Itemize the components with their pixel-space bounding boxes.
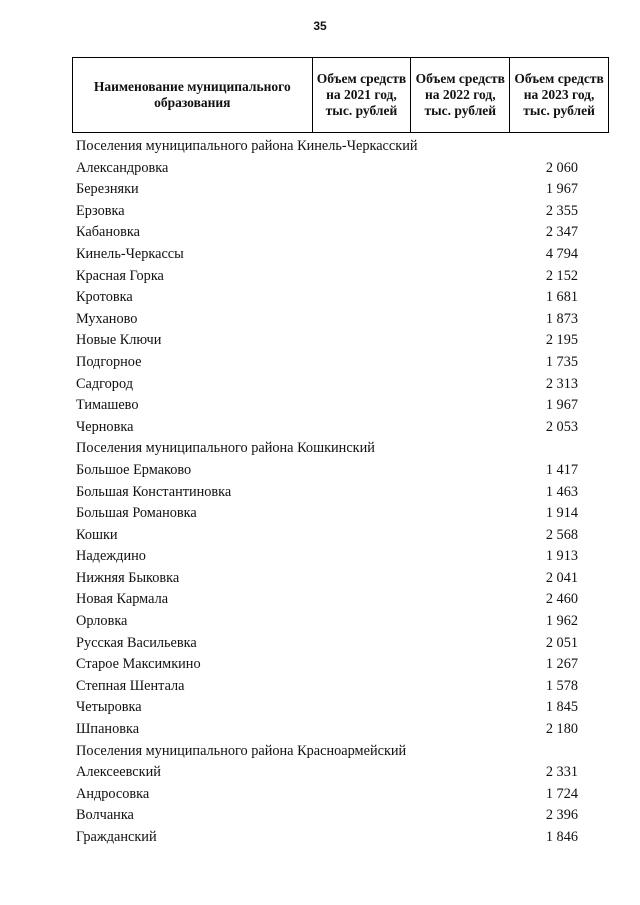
value-2023: 1 967 — [545, 397, 578, 414]
municipality-name: Орловка — [76, 613, 128, 630]
municipality-name: Четыровка — [76, 699, 142, 716]
value-2023: 1 681 — [545, 289, 578, 306]
municipality-name: Черновка — [76, 418, 134, 435]
municipality-name: Большая Романовка — [76, 505, 197, 522]
municipality-name: Новая Кармала — [76, 591, 169, 608]
table-row — [76, 266, 616, 288]
value-2023: 2 041 — [545, 569, 578, 586]
municipality-name: Новые Ключи — [76, 332, 162, 349]
table-row — [76, 568, 616, 590]
table-row — [76, 784, 616, 806]
value-2023: 1 913 — [545, 548, 578, 565]
value-2023: 1 845 — [545, 699, 578, 716]
municipality-name: Волчанка — [76, 807, 134, 824]
municipality-name: Подгорное — [76, 353, 142, 370]
value-2023: 2 180 — [545, 721, 578, 738]
section-title: Поселения муниципального района Красноармейский — [76, 742, 407, 759]
value-2023: 2 195 — [545, 332, 578, 349]
value-2023: 2 568 — [545, 526, 578, 543]
municipality-name: Красная Горка — [76, 267, 164, 284]
municipality-name: Муханово — [76, 310, 138, 327]
value-2023: 4 794 — [545, 245, 578, 262]
table-row — [76, 222, 616, 244]
header-2022-column: Объем средств на 2022 год, тыс. рублей — [411, 58, 510, 132]
value-2023: 1 417 — [545, 461, 578, 478]
table-row — [76, 762, 616, 784]
value-2023: 1 463 — [545, 483, 578, 500]
municipality-name: Садгород — [76, 375, 133, 392]
municipality-name: Степная Шентала — [76, 677, 185, 694]
value-2023: 2 331 — [545, 764, 578, 781]
municipality-name: Алексеевский — [76, 764, 161, 781]
value-2023: 2 051 — [545, 634, 578, 651]
table-row — [76, 633, 616, 655]
value-2023: 1 578 — [545, 677, 578, 694]
section-row — [76, 438, 616, 460]
table-header — [72, 57, 609, 133]
municipality-name: Надеждино — [76, 548, 146, 565]
table-row — [76, 374, 616, 396]
table-row — [76, 525, 616, 547]
table-row — [76, 503, 616, 525]
table-row — [76, 417, 616, 439]
table-body — [76, 136, 616, 849]
value-2023: 2 396 — [545, 807, 578, 824]
value-2023: 2 347 — [545, 224, 578, 241]
table-row — [76, 352, 616, 374]
municipality-name: Александровка — [76, 159, 169, 176]
table-row — [76, 158, 616, 180]
table-row — [76, 244, 616, 266]
value-2023: 2 313 — [545, 375, 578, 392]
header-name-column: Наименование муниципального образования — [73, 58, 313, 132]
table-row — [76, 697, 616, 719]
section-title: Поселения муниципального района Кинель-Черкасский — [76, 138, 418, 154]
table-row — [76, 719, 616, 741]
municipality-name: Кинель-Черкассы — [76, 245, 184, 262]
table-row — [76, 287, 616, 309]
value-2023: 1 735 — [545, 353, 578, 370]
municipality-name: Русская Васильевка — [76, 634, 197, 651]
municipality-name: Гражданский — [76, 829, 157, 845]
table-row — [76, 805, 616, 827]
value-2023: 1 873 — [545, 310, 578, 327]
municipality-name: Андросовка — [76, 785, 150, 802]
municipality-name: Тимашево — [76, 397, 139, 414]
value-2023: 2 053 — [545, 418, 578, 435]
value-2023: 1 267 — [545, 656, 578, 673]
header-2023-column: Объем средств на 2023 год, тыс. рублей — [514, 71, 604, 118]
page-number: 35 — [313, 19, 327, 33]
table-row — [76, 546, 616, 568]
table-row — [76, 460, 616, 482]
table-row — [76, 676, 616, 698]
municipality-name: Ерзовка — [76, 202, 125, 219]
table-row — [76, 201, 616, 223]
header-2021-column: Объем средств на 2021 год, тыс. рублей — [313, 58, 412, 132]
table-row — [76, 589, 616, 611]
municipality-name: Нижняя Быковка — [76, 569, 180, 586]
section-row — [76, 136, 616, 158]
value-2023: 1 962 — [545, 613, 578, 630]
value-2023: 2 152 — [545, 267, 578, 284]
municipality-name: Березняки — [76, 181, 139, 198]
table-row — [76, 330, 616, 352]
municipality-name: Большая Константиновка — [76, 483, 232, 500]
municipality-name: Шпановка — [76, 721, 140, 738]
municipality-name: Кошки — [76, 526, 118, 543]
municipality-name: Кротовка — [76, 289, 133, 306]
value-2023: 1 846 — [545, 829, 578, 845]
value-2023: 2 060 — [545, 159, 578, 176]
table-row — [76, 309, 616, 331]
table-row — [76, 611, 616, 633]
section-title: Поселения муниципального района Кошкинский — [76, 440, 375, 457]
value-2023: 1 967 — [545, 181, 578, 198]
municipality-name: Старое Максимкино — [76, 656, 201, 673]
value-2023: 2 460 — [545, 591, 578, 608]
value-2023: 1 914 — [545, 505, 578, 522]
value-2023: 2 355 — [545, 202, 578, 219]
table-row — [76, 482, 616, 504]
municipality-name: Большое Ермаково — [76, 461, 192, 478]
table-row — [76, 827, 616, 849]
table-row — [76, 179, 616, 201]
section-row — [76, 741, 616, 763]
municipality-name: Кабановка — [76, 224, 140, 241]
table-row — [76, 654, 616, 676]
table-row — [76, 395, 616, 417]
value-2023: 1 724 — [545, 785, 578, 802]
